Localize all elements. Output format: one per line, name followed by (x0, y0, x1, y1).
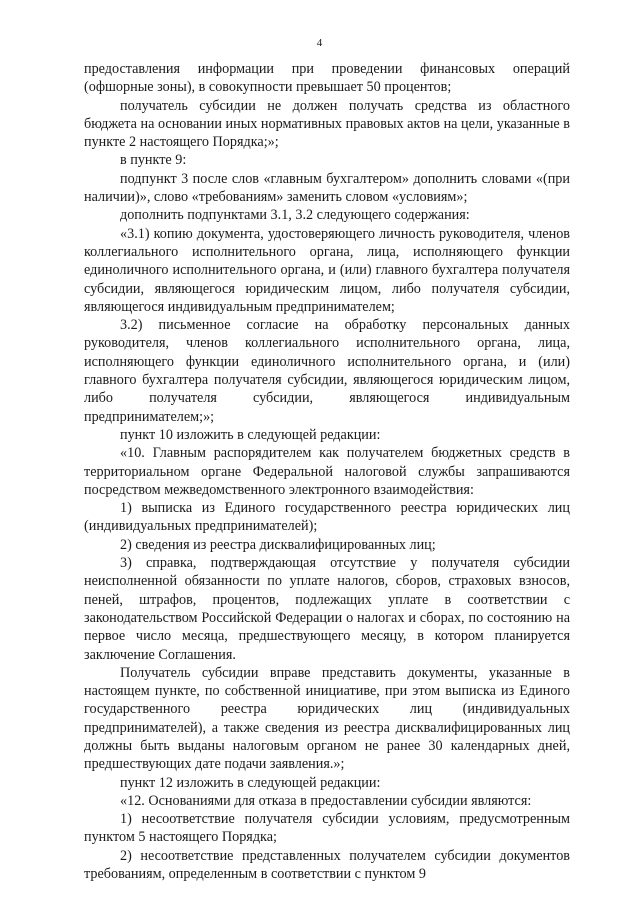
paragraph: «3.1) копию документа, удостоверяющего личность руководителя, членов коллегиального исполнительного органа, лица, исполняющего функции единоличного исполнительного органа, и (или) главного бухгалтера получателя субсидии, являющегося юридическим лицом, либо получателя субсидии, являющегося индивидуальным предпринимателем; (84, 225, 570, 315)
document-body (84, 60, 570, 883)
paragraph: пункт 12 изложить в следующей редакции: (120, 774, 381, 791)
paragraph: в пункте 9: (120, 152, 187, 169)
paragraph: 3) справка, подтверждающая отсутствие у получателя субсидии неисполненной обязанности по уплате налогов, сборов, страховых взносов, пеней, штрафов, процентов, подлежащих уплате в соответствии с законодательством Российской Федерации о налогах и сборах, по состоянию на первое число месяца, предшествующего месяцу, в котором планируется заключение Соглашения. (84, 555, 570, 663)
paragraph: 2) сведения из реестра дисквалифицированных лиц; (120, 536, 436, 553)
paragraph: подпункт 3 после слов «главным бухгалтером» дополнить словами «(при наличии)», слово «требованиям» заменить словом «условиям»; (84, 170, 570, 206)
paragraph: 3.2) письменное согласие на обработку персональных данных руководителя, членов коллегиального исполнительного органа, лица, исполняющего функции единоличного исполнительного органа, и (или) главного бухгалтера получателя субсидии, являющегося юридическим лицом, либо получателя субсидии, являющегося индивидуальным предпринимателем;»; (84, 317, 570, 425)
page-number: 4 (316, 37, 323, 49)
paragraph: 1) несоответствие получателя субсидии условиям, предусмотренным пунктом 5 настоящего Порядка; (84, 811, 570, 846)
paragraph: 1) выписка из Единого государственного реестра юридических лиц (индивидуальных предпринимателей); (84, 500, 570, 535)
paragraph: Получатель субсидии вправе представить документы, указанные в настоящем пункте, по собственной инициативе, при этом выписка из Единого государственного реестра юридических лиц (индивидуальных предпринимателей), а также сведения из реестра дисквалифицированных лиц должны быть выданы налоговым органом не ранее 30 календарных дней, предшествующих дате подачи заявления.»; (84, 664, 570, 773)
paragraph: пункт 10 изложить в следующей редакции: (120, 426, 381, 443)
paragraph: дополнить подпунктами 3.1, 3.2 следующего содержания: (120, 207, 470, 224)
paragraph: получатель субсидии не должен получать средства из областного бюджета на основании иных нормативных правовых актов на цели, указанные в пункте 2 настоящего Порядка;»; (84, 97, 570, 151)
paragraph: 2) несоответствие представленных получателем субсидии документов требованиям, определенным в соответствии с пунктом 9 (84, 847, 570, 883)
paragraph: «12. Основаниями для отказа в предоставлении субсидии являются: (120, 792, 532, 809)
paragraph: «10. Главным распорядителем как получателем бюджетных средств в территориальном органе Федеральной налоговой службы запрашиваются посредством межведомственного электронного взаимодействия: (84, 445, 570, 498)
paragraph: предоставления информации при проведении финансовых операций (офшорные зоны), в совокупности превышает 50 процентов; (84, 61, 570, 96)
